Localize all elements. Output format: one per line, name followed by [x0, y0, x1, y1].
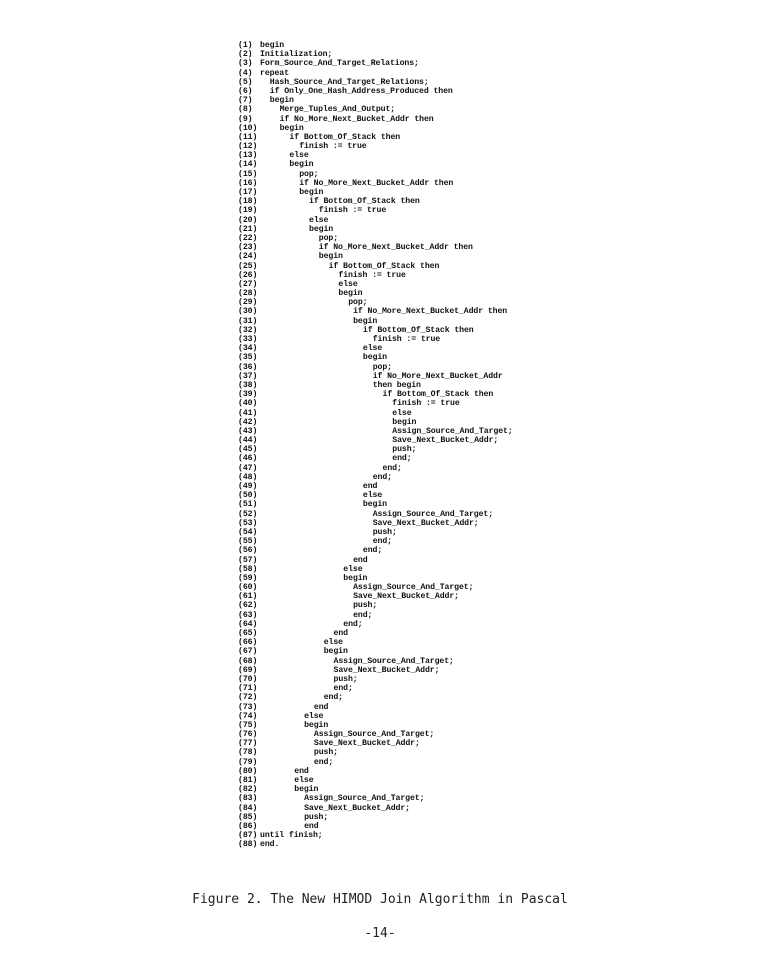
code-text: begin — [269, 96, 294, 106]
code-text: pop; — [318, 233, 339, 243]
code-text: if Bottom_Of_Stack then — [362, 325, 474, 335]
code-line — [238, 133, 513, 142]
line-number: (48) — [238, 472, 258, 482]
code-text: if Bottom_Of_Stack then — [289, 132, 401, 142]
line-number: (28) — [238, 289, 258, 299]
code-line — [238, 436, 513, 445]
code-line — [238, 565, 513, 574]
line-number: (35) — [238, 353, 258, 363]
code-line — [238, 537, 513, 546]
code-line — [238, 739, 513, 748]
code-line — [238, 758, 513, 767]
code-line — [238, 721, 513, 730]
line-number: (44) — [238, 436, 258, 446]
code-text: begin — [299, 188, 324, 197]
line-number: (43) — [238, 426, 258, 436]
code-text: push; — [313, 748, 338, 758]
code-line — [238, 491, 513, 500]
code-text: Assign_Source_And_Target; — [392, 426, 513, 436]
code-line — [238, 243, 513, 252]
line-number: (85) — [238, 812, 258, 822]
line-number: (45) — [238, 445, 258, 455]
code-line — [238, 363, 513, 372]
line-number: (76) — [238, 730, 258, 740]
line-number: (88) — [238, 840, 258, 850]
line-number: (24) — [238, 252, 258, 262]
code-text: pop; — [372, 362, 392, 372]
code-text: end; — [362, 546, 383, 556]
code-text: until finish; — [260, 831, 323, 841]
line-number: (68) — [238, 656, 258, 666]
code-text: Assign_Source_And_Target; — [353, 583, 474, 593]
code-text: else — [309, 215, 329, 225]
code-line — [238, 69, 513, 78]
line-number: (4) — [238, 68, 253, 78]
code-text: end; — [333, 684, 353, 694]
code-text: begin — [309, 224, 334, 234]
code-line — [238, 712, 513, 721]
code-line — [238, 519, 513, 528]
code-text: begin — [362, 353, 387, 363]
code-text: if No_More_Next_Bucket_Addr then — [318, 243, 473, 253]
code-text: if No_More_Next_Bucket_Addr — [372, 371, 503, 381]
code-text: if Only_One_Hash_Address_Produced then — [269, 86, 453, 96]
line-number: (72) — [238, 693, 258, 703]
code-text: end — [362, 482, 378, 491]
code-line — [238, 96, 513, 105]
line-number: (7) — [238, 96, 253, 106]
code-text: Save_Next_Bucket_Addr; — [353, 592, 459, 602]
code-text: begin — [343, 573, 368, 583]
line-number: (50) — [238, 491, 258, 501]
code-line — [238, 804, 513, 813]
code-line — [238, 262, 513, 271]
code-line — [238, 510, 513, 519]
code-line — [238, 399, 513, 408]
line-number: (86) — [238, 821, 258, 831]
line-number: (49) — [238, 482, 258, 491]
line-number: (63) — [238, 610, 258, 620]
code-line — [238, 170, 513, 179]
line-number: (54) — [238, 527, 258, 537]
line-number: (41) — [238, 408, 258, 418]
code-text: end — [333, 629, 348, 638]
line-number: (21) — [238, 224, 258, 234]
code-line — [238, 307, 513, 316]
code-line — [238, 675, 513, 684]
code-text: end; — [392, 454, 412, 464]
code-text: end; — [372, 537, 392, 547]
line-number: (69) — [238, 665, 258, 675]
line-number: (9) — [238, 114, 253, 124]
code-text: begin — [304, 720, 329, 730]
code-text: else — [343, 564, 363, 574]
code-text: if No_More_Next_Bucket_Addr then — [279, 114, 434, 124]
line-number: (73) — [238, 702, 258, 712]
code-text: Assign_Source_And_Target; — [372, 509, 494, 519]
code-line — [238, 473, 513, 482]
code-line — [238, 197, 513, 206]
line-number: (51) — [238, 500, 258, 510]
code-text: else — [323, 638, 343, 648]
code-text: end — [313, 702, 329, 712]
line-number: (15) — [238, 169, 258, 179]
code-text: begin — [289, 160, 314, 170]
line-number: (60) — [238, 583, 258, 593]
code-line — [238, 822, 513, 831]
line-number: (6) — [238, 86, 253, 96]
pascal-code-listing — [238, 41, 513, 850]
code-text: Save_Next_Bucket_Addr; — [333, 665, 440, 675]
line-number: (75) — [238, 720, 258, 730]
code-text: end; — [323, 693, 343, 703]
line-number: (31) — [238, 316, 258, 326]
code-line — [238, 794, 513, 803]
code-line — [238, 556, 513, 565]
code-line — [238, 427, 513, 436]
code-line — [238, 188, 513, 197]
code-line — [238, 454, 513, 463]
line-number: (16) — [238, 178, 258, 188]
code-text: begin — [392, 417, 417, 427]
code-line — [238, 317, 513, 326]
line-number: (55) — [238, 537, 258, 547]
code-text: if Bottom_Of_Stack then — [382, 390, 494, 400]
line-number: (38) — [238, 380, 258, 390]
figure-caption: Figure 2. The New HIMOD Join Algorithm in Pascal — [192, 892, 568, 907]
code-line — [238, 59, 513, 68]
code-text: finish := true — [392, 399, 460, 409]
line-number: (84) — [238, 803, 258, 813]
code-line — [238, 666, 513, 675]
code-text: Assign_Source_And_Target; — [313, 730, 435, 740]
code-line — [238, 574, 513, 583]
code-line — [238, 445, 513, 454]
line-number: (5) — [238, 77, 253, 87]
code-line — [238, 638, 513, 647]
code-text: begin — [279, 123, 304, 133]
code-line — [238, 748, 513, 757]
line-number: (22) — [238, 233, 258, 243]
code-line — [238, 657, 513, 666]
line-number: (52) — [238, 509, 258, 519]
code-line — [238, 629, 513, 638]
line-number: (61) — [238, 592, 258, 602]
code-line — [238, 703, 513, 712]
code-line — [238, 693, 513, 702]
code-line — [238, 105, 513, 114]
code-text: else — [294, 776, 314, 785]
code-line — [238, 271, 513, 280]
code-text: push; — [372, 527, 397, 537]
line-number: (80) — [238, 766, 258, 776]
line-number: (33) — [238, 335, 258, 344]
code-line — [238, 326, 513, 335]
code-text: if No_More_Next_Bucket_Addr then — [299, 178, 454, 188]
code-line — [238, 381, 513, 390]
code-line — [238, 620, 513, 629]
line-number: (82) — [238, 785, 258, 795]
line-number: (30) — [238, 307, 258, 317]
line-number: (81) — [238, 776, 258, 785]
code-text: begin — [294, 785, 319, 795]
code-text: end; — [382, 463, 402, 473]
code-text: Form_Source_And_Target_Relations; — [260, 59, 419, 69]
line-number: (32) — [238, 325, 258, 335]
line-number: (2) — [238, 50, 253, 60]
line-number: (37) — [238, 371, 258, 381]
line-number: (78) — [238, 748, 258, 758]
line-number: (10) — [238, 123, 258, 133]
line-number: (65) — [238, 629, 258, 638]
line-number: (67) — [238, 647, 258, 657]
code-text: pop; — [348, 298, 368, 308]
code-text: Save_Next_Bucket_Addr; — [372, 518, 479, 528]
code-text: pop; — [299, 169, 319, 179]
line-number: (1) — [238, 41, 253, 50]
code-line — [238, 225, 513, 234]
line-number: (25) — [238, 261, 258, 271]
line-number: (83) — [238, 794, 258, 804]
code-text: end; — [353, 610, 373, 620]
code-line — [238, 234, 513, 243]
line-number: (27) — [238, 279, 258, 289]
code-text: finish := true — [372, 335, 441, 344]
code-text: finish := true — [338, 270, 406, 280]
code-line — [238, 583, 513, 592]
code-line — [238, 78, 513, 87]
line-number: (13) — [238, 151, 258, 161]
code-text: else — [338, 279, 358, 289]
code-text: Merge_Tuples_And_Output; — [279, 105, 396, 115]
page-number: -14- — [364, 926, 396, 941]
code-line — [238, 546, 513, 555]
code-text: Save_Next_Bucket_Addr; — [313, 739, 420, 749]
code-line — [238, 372, 513, 381]
code-line — [238, 684, 513, 693]
code-line — [238, 647, 513, 656]
line-number: (20) — [238, 215, 258, 225]
code-text: Assign_Source_And_Target; — [304, 794, 425, 804]
code-line — [238, 50, 513, 59]
code-line — [238, 115, 513, 124]
code-text: begin — [260, 41, 285, 50]
code-text: then begin — [372, 380, 421, 390]
line-number: (71) — [238, 684, 258, 694]
line-number: (40) — [238, 399, 258, 409]
code-line — [238, 142, 513, 151]
code-text: Hash_Source_And_Target_Relations; — [269, 77, 429, 87]
code-text: else — [362, 344, 383, 354]
code-line — [238, 730, 513, 739]
line-number: (26) — [238, 270, 258, 280]
code-line — [238, 280, 513, 289]
code-line — [238, 41, 513, 50]
line-number: (23) — [238, 243, 258, 253]
code-text: end — [353, 555, 368, 565]
code-line — [238, 289, 513, 298]
code-text: begin — [353, 316, 378, 326]
line-number: (47) — [238, 463, 258, 473]
line-number: (57) — [238, 555, 258, 565]
code-text: repeat — [260, 68, 289, 78]
code-text: push; — [333, 674, 358, 684]
code-text: push; — [304, 812, 329, 822]
line-number: (79) — [238, 757, 258, 767]
line-number: (34) — [238, 344, 258, 354]
code-text: begin — [323, 647, 348, 657]
line-number: (18) — [238, 197, 258, 207]
code-line — [238, 482, 513, 491]
line-number: (66) — [238, 638, 258, 648]
code-text: Assign_Source_And_Target; — [333, 656, 454, 666]
code-line — [238, 831, 513, 840]
line-number: (11) — [238, 132, 258, 142]
code-text: finish := true — [299, 142, 367, 152]
line-number: (36) — [238, 362, 258, 372]
code-line — [238, 179, 513, 188]
line-number: (19) — [238, 206, 258, 216]
line-number: (12) — [238, 142, 258, 152]
code-text: if No_More_Next_Bucket_Addr then — [353, 307, 508, 317]
code-line — [238, 813, 513, 822]
line-number: (74) — [238, 711, 258, 721]
code-line — [238, 611, 513, 620]
code-text: else — [304, 711, 324, 721]
line-number: (39) — [238, 390, 258, 400]
code-text: end; — [343, 619, 363, 629]
code-line — [238, 390, 513, 399]
line-number: (29) — [238, 298, 258, 308]
code-text: end; — [313, 757, 334, 767]
code-text: if Bottom_Of_Stack then — [309, 197, 420, 207]
code-line — [238, 87, 513, 96]
line-number: (42) — [238, 417, 258, 427]
line-number: (56) — [238, 546, 258, 556]
code-line — [238, 409, 513, 418]
code-line — [238, 601, 513, 610]
code-text: begin — [362, 500, 387, 510]
code-line — [238, 124, 513, 133]
code-line — [238, 500, 513, 509]
line-number: (3) — [238, 59, 253, 69]
code-text: Save_Next_Bucket_Addr; — [304, 803, 410, 813]
code-text: Save_Next_Bucket_Addr; — [392, 436, 499, 446]
code-text: begin — [318, 252, 343, 262]
code-line — [238, 206, 513, 215]
line-number: (58) — [238, 564, 258, 574]
code-text: end — [294, 766, 309, 776]
code-line — [238, 344, 513, 353]
code-line — [238, 335, 513, 344]
code-line — [238, 252, 513, 261]
code-line — [238, 216, 513, 225]
line-number: (59) — [238, 573, 258, 583]
code-line — [238, 767, 513, 776]
code-line — [238, 160, 513, 169]
code-line — [238, 528, 513, 537]
line-number: (8) — [238, 105, 253, 115]
code-text: end — [304, 821, 319, 831]
code-text: else — [362, 491, 383, 501]
line-number: (46) — [238, 454, 258, 464]
code-text: else — [392, 408, 412, 418]
code-line — [238, 151, 513, 160]
code-line — [238, 353, 513, 362]
code-line — [238, 464, 513, 473]
code-line — [238, 418, 513, 427]
code-line — [238, 785, 513, 794]
line-number: (87) — [238, 831, 258, 841]
line-number: (53) — [238, 518, 258, 528]
code-line — [238, 840, 513, 849]
code-text: begin — [338, 289, 363, 299]
line-number: (17) — [238, 188, 258, 197]
code-text: end; — [372, 472, 392, 482]
code-line — [238, 776, 513, 785]
code-text: Initialization; — [260, 50, 333, 60]
code-text: push; — [353, 601, 378, 611]
code-text: if Bottom_Of_Stack then — [328, 261, 440, 271]
code-text: push; — [392, 445, 417, 455]
code-text: finish := true — [318, 206, 387, 216]
code-text: end. — [260, 840, 280, 850]
code-text: else — [289, 151, 309, 161]
line-number: (14) — [238, 160, 258, 170]
line-number: (62) — [238, 601, 258, 611]
line-number: (70) — [238, 674, 258, 684]
line-number: (64) — [238, 619, 258, 629]
line-number: (77) — [238, 739, 258, 749]
